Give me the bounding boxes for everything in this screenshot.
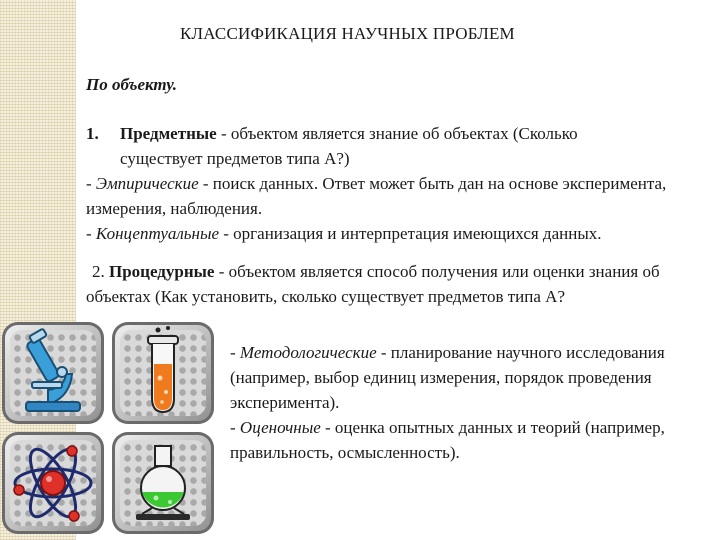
item1-number: 1. xyxy=(86,124,99,143)
atom-tile xyxy=(2,432,104,534)
empirical-text: - поиск данных. Ответ может быть дан на основе эксперимента, измерения, наблюдения. xyxy=(86,174,667,218)
conceptual-term: Концептуальные xyxy=(95,224,220,243)
section-subtitle: По объекту. xyxy=(86,75,177,94)
item1-term: Предметные xyxy=(120,124,217,143)
evaluative-text: - оценка опытных данных и теорий (например, правильность, осмысленность). xyxy=(230,418,665,462)
microscope-tile xyxy=(2,322,104,424)
methodological-term: Методологические xyxy=(239,343,377,362)
test-tube-tile xyxy=(112,322,214,424)
microscope-icon xyxy=(2,322,104,424)
science-icons-grid xyxy=(2,322,220,538)
conceptual-text: - организация и интерпретация имеющихся данных. xyxy=(219,224,602,243)
methodological-text: - планирование научного исследования (например, выбор единиц измерения, порядок проведения эксперимента). xyxy=(230,343,665,412)
methodological-line: - Методологические - планирование научного исследования (например, выбор единиц измерения, порядок проведения эксперимента). xyxy=(230,343,665,412)
item1-conceptual: - Концептуальные - организация и интерпретация имеющихся данных. xyxy=(86,224,602,243)
empirical-term: Эмпирические xyxy=(95,174,199,193)
evaluative-line: - Оценочные - оценка опытных данных и теорий (например, правильность, осмысленность). xyxy=(230,418,665,462)
item2-number: 2. xyxy=(92,262,105,281)
flask-icon xyxy=(112,432,214,534)
item2-term: Процедурные xyxy=(109,262,215,281)
item1-empirical: - Эмпирические - поиск данных. Ответ может быть дан на основе эксперимента, измерения, наблюдения. xyxy=(86,174,667,218)
atom-icon xyxy=(2,432,104,534)
item2-text: - объектом является способ получения или оценки знания об объектах (Как установить, сколько существует предметов типа А? xyxy=(86,262,660,306)
test-tube-icon xyxy=(112,322,214,424)
page-title: КЛАССИФИКАЦИЯ НАУЧНЫХ ПРОБЛЕМ xyxy=(180,24,515,43)
item2-subtypes xyxy=(230,340,700,465)
item1-text-line2: существует предметов типа А?) xyxy=(120,149,350,168)
item1-text-line1: - объектом является знание об объектах (Сколько xyxy=(216,124,578,143)
item1-block xyxy=(86,121,706,246)
evaluative-term: Оценочные xyxy=(239,418,321,437)
item2-block xyxy=(86,259,706,309)
flask-tile xyxy=(112,432,214,534)
